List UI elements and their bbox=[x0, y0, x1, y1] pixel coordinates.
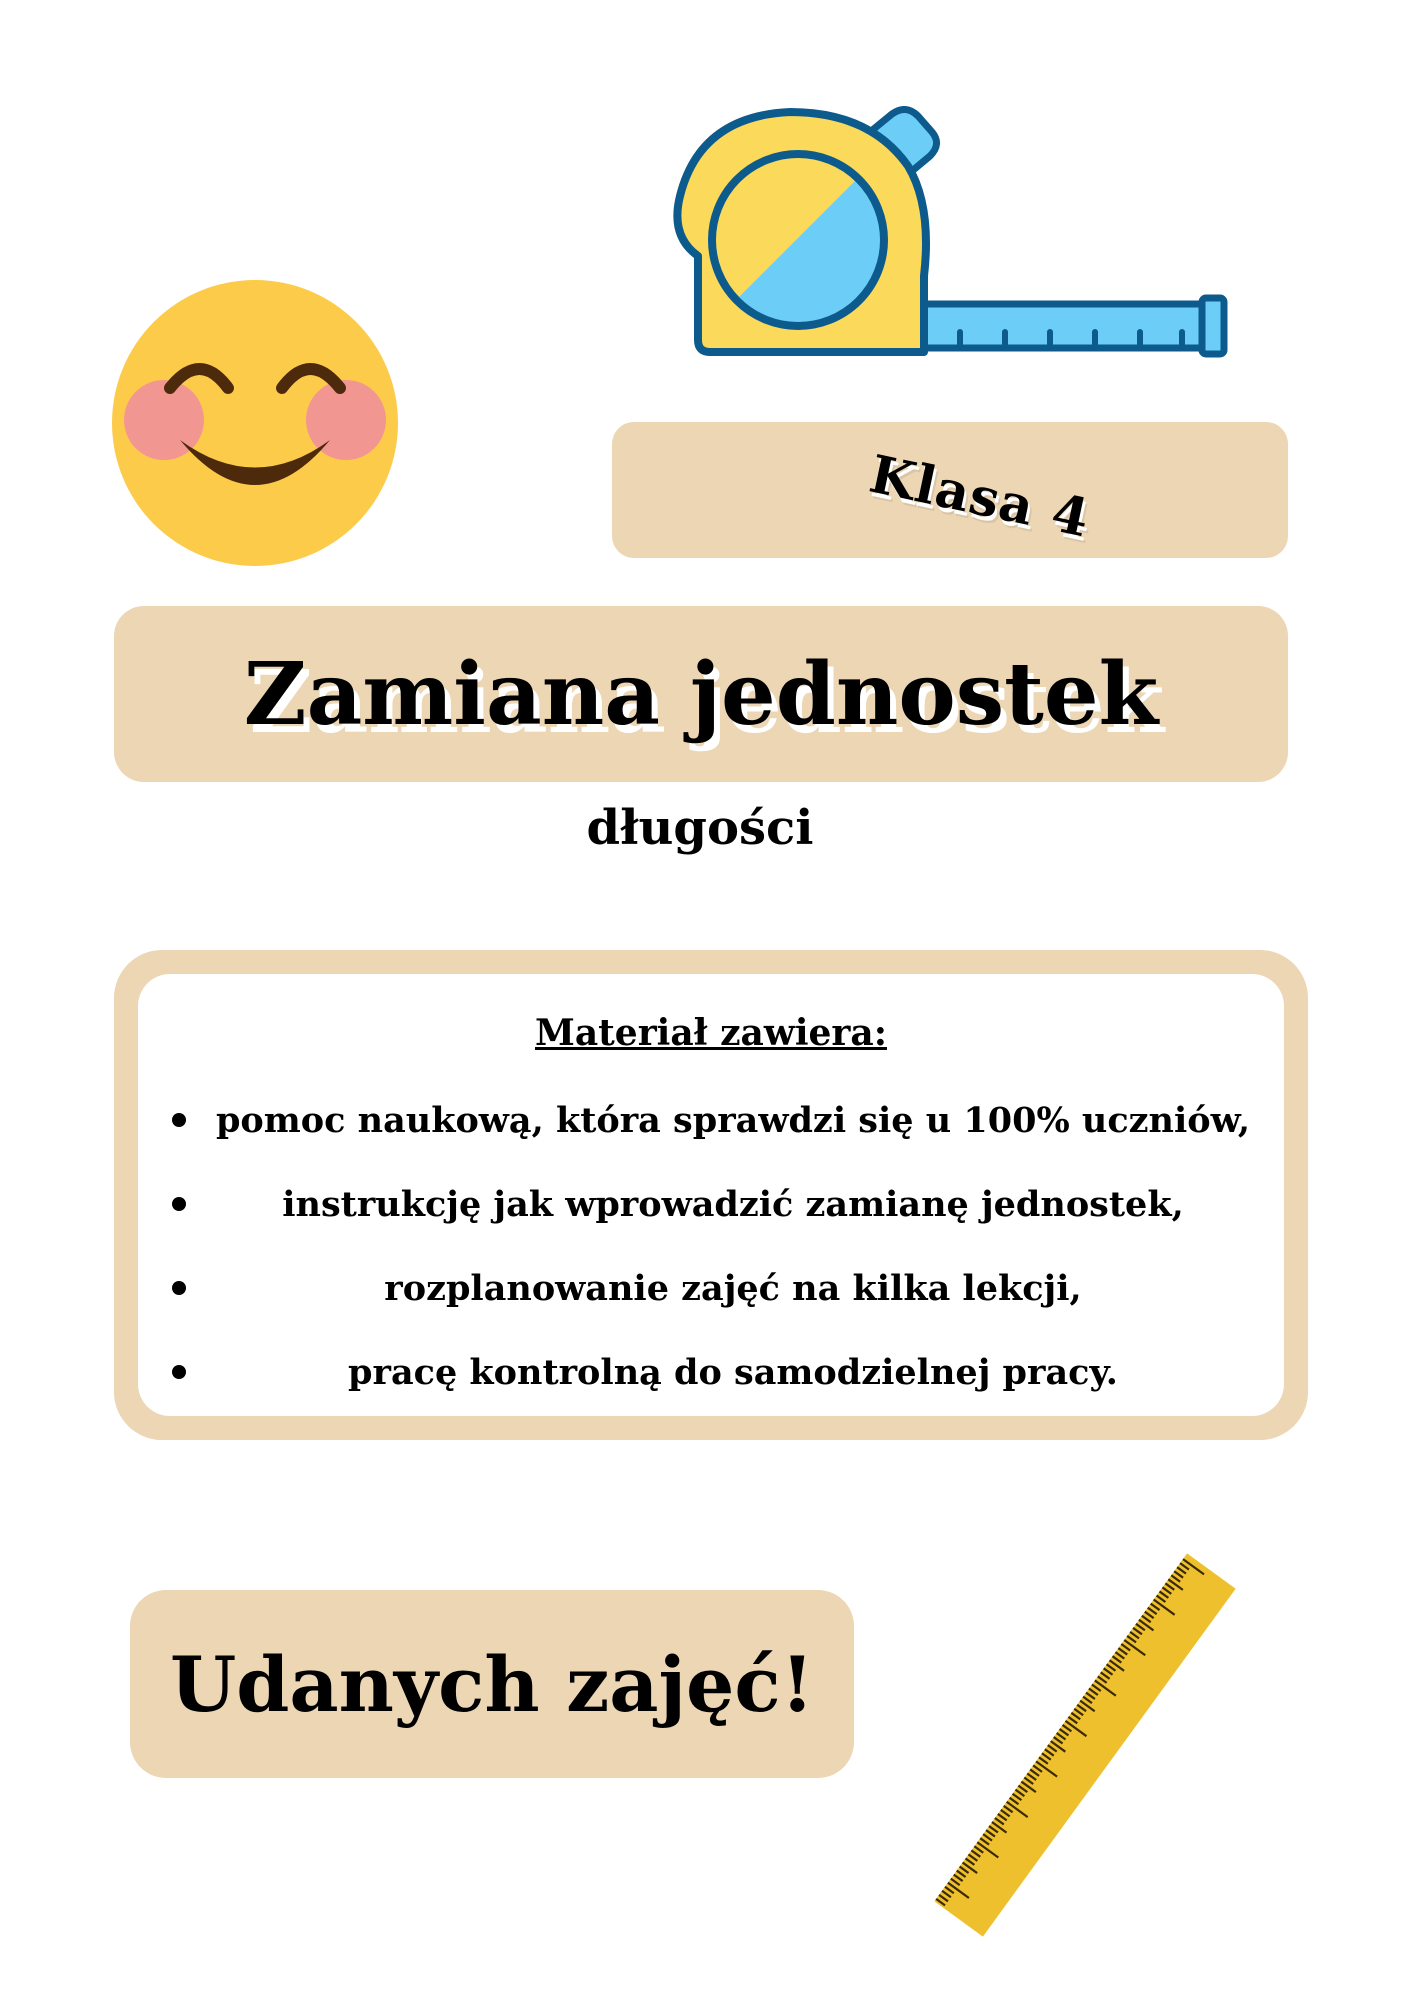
materials-heading: Materiał zawiera: bbox=[535, 1012, 887, 1054]
bullet-icon bbox=[172, 1365, 186, 1379]
bullet-icon bbox=[172, 1113, 186, 1127]
page-subtitle: długości bbox=[586, 800, 814, 856]
smiling-face-icon bbox=[112, 280, 398, 566]
grade-label-text: Klasa 4 bbox=[863, 443, 1095, 550]
grade-label bbox=[612, 422, 1288, 558]
page-title: Zamiana jednostek bbox=[243, 643, 1159, 745]
farewell-text: Udanych zajęć! bbox=[170, 1639, 814, 1729]
list-item bbox=[160, 1090, 1280, 1150]
list-item bbox=[160, 1342, 1280, 1402]
list-item-text: instrukcję jak wprowadzić zamianę jednostek, bbox=[282, 1183, 1184, 1225]
tape-measure-icon bbox=[670, 106, 1250, 362]
list-item-text: rozplanowanie zajęć na kilka lekcji, bbox=[384, 1267, 1082, 1309]
bullet-icon bbox=[172, 1281, 186, 1295]
list-item bbox=[160, 1174, 1280, 1234]
bullet-icon bbox=[172, 1197, 186, 1211]
list-item-text: pomoc naukową, która sprawdzi się u 100% uczniów, bbox=[215, 1099, 1251, 1141]
ruler-icon bbox=[920, 1520, 1250, 1970]
list-item-text: pracę kontrolną do samodzielnej pracy. bbox=[348, 1351, 1118, 1393]
list-item bbox=[160, 1258, 1280, 1318]
